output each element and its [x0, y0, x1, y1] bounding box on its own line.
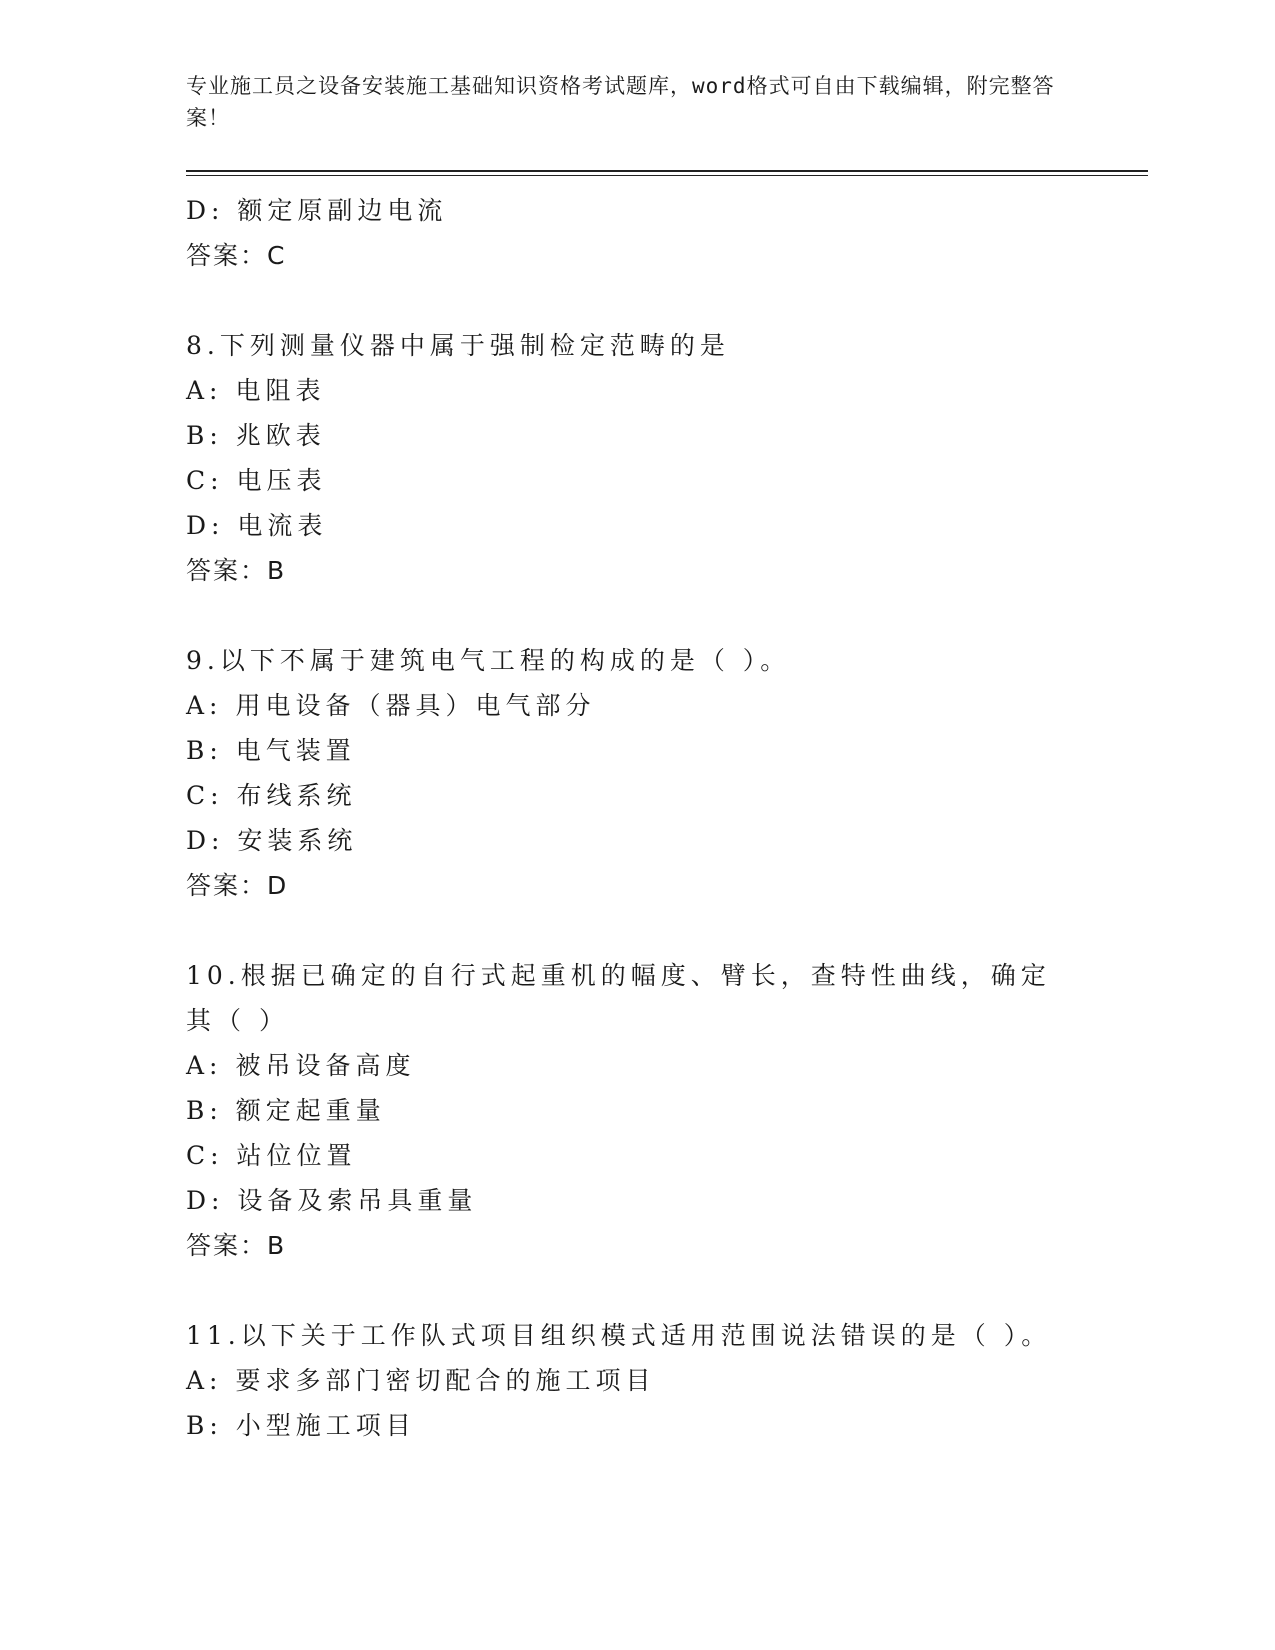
document-header: 专业施工员之设备安装施工基础知识资格考试题库，word格式可自由下载编辑，附完整答案！: [186, 74, 1055, 130]
option-b: B: 电气装置: [186, 736, 356, 765]
option-c: C: 站位位置: [186, 1141, 357, 1170]
option-b: B: 兆欧表: [186, 421, 326, 450]
answer: 答案：C: [186, 241, 287, 270]
option-d: D: 电流表: [186, 511, 328, 540]
spacer: [186, 278, 1146, 323]
spacer: [186, 593, 1146, 638]
option-a: A: 被吊设备高度: [186, 1051, 416, 1080]
option-a: A: 要求多部门密切配合的施工项目: [186, 1366, 656, 1395]
question-title: 8.下列测量仪器中属于强制检定范畴的是: [186, 331, 730, 360]
option-b: B: 额定起重量: [186, 1096, 386, 1125]
option-c: C: 布线系统: [186, 781, 357, 810]
option-a: A: 电阻表: [186, 376, 326, 405]
option-c: C: 电压表: [186, 466, 327, 495]
header-divider: [186, 170, 1148, 176]
option-d: D: 设备及索吊具重量: [186, 1186, 478, 1215]
document-page: [186, 70, 1146, 1448]
option-a: A: 用电设备（器具）电气部分: [186, 691, 596, 720]
spacer: [186, 908, 1146, 953]
question-title: 10.根据已确定的自行式起重机的幅度、臂长，查特性曲线，确定其（ ）: [186, 961, 1051, 1035]
document-content: [186, 188, 1146, 1448]
option-d: D: 安装系统: [186, 826, 358, 855]
answer: 答案：D: [186, 871, 289, 900]
option-d: D: 额定原副边电流: [186, 196, 448, 225]
answer: 答案：B: [186, 556, 287, 585]
spacer: [186, 1268, 1146, 1313]
question-title: 11.以下关于工作队式项目组织模式适用范围说法错误的是（ ）。: [186, 1321, 1052, 1350]
question-title: 9.以下不属于建筑电气工程的构成的是（ ）。: [186, 646, 791, 675]
answer: 答案：B: [186, 1231, 287, 1260]
option-b: B: 小型施工项目: [186, 1411, 416, 1440]
